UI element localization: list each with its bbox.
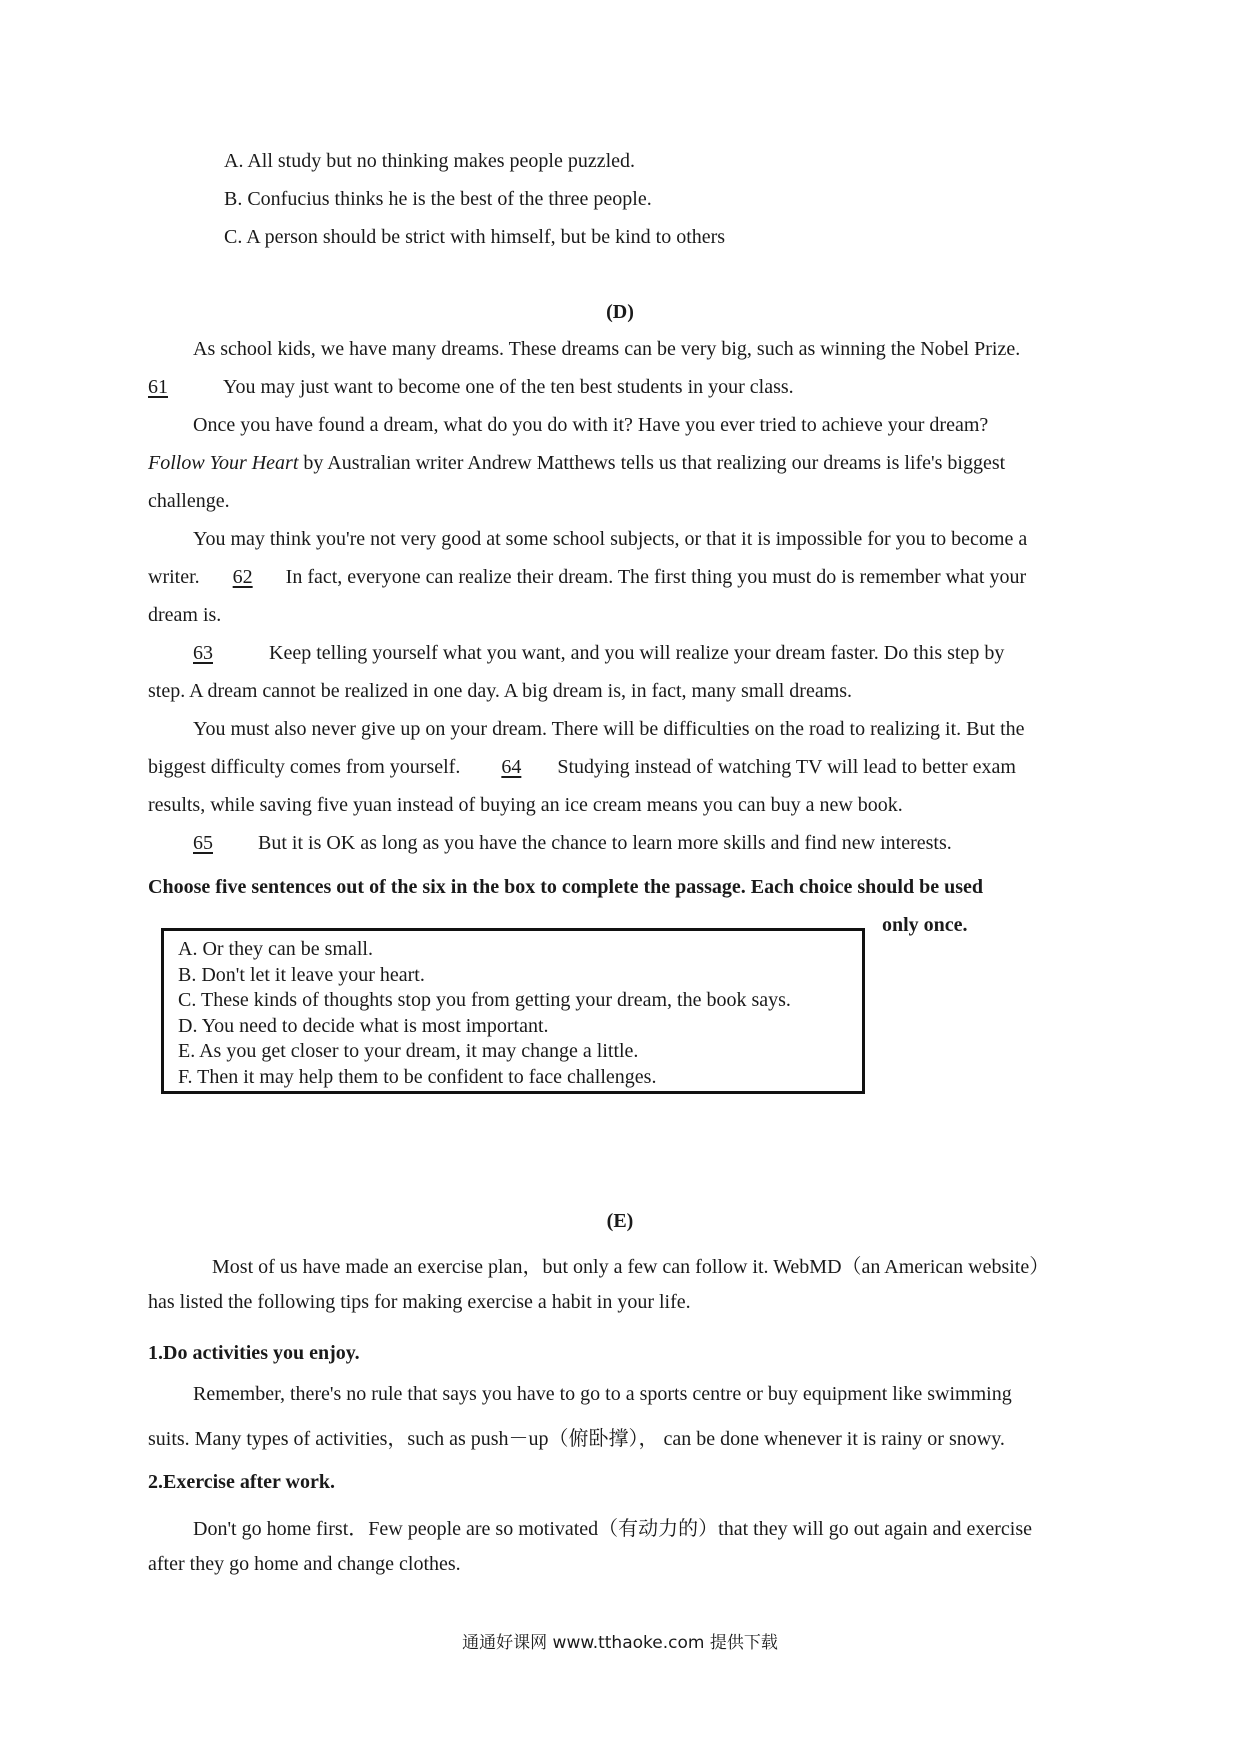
blank-63: 63: [193, 642, 213, 664]
d-paragraph-3-line-3: dream is.: [148, 604, 222, 626]
option-c: C. A person should be strict with himself, but be kind to others: [224, 226, 726, 248]
box-option-d: D. You need to decide what is most important.: [178, 1014, 549, 1037]
box-option-c: C. These kinds of thoughts stop you from getting your dream, the book says.: [178, 989, 791, 1011]
page-footer: 通通好课网 www.tthaoke.com 提供下载: [462, 1633, 778, 1653]
instruction-line-1: Choose five sentences out of the six in the box to complete the passage. Each choice should be used: [148, 876, 983, 898]
box-option-a: A. Or they can be small.: [178, 938, 373, 960]
e-intro-line-2: has listed the following tips for making exercise a habit in your life.: [148, 1291, 691, 1313]
d-p6-text: But it is OK as long as you have the chance to learn more skills and find new interests.: [258, 832, 952, 854]
d-p2-text: by Australian writer Andrew Matthews tells us that realizing our dreams is life's biggest: [298, 452, 1006, 474]
options-box: [161, 928, 865, 1094]
d-paragraph-5-line-2: [148, 756, 1016, 779]
d-p1-text: You may just want to become one of the ten best students in your class.: [223, 376, 794, 398]
d-paragraph-3-line-1: You may think you're not very good at some school subjects, or that it is impossible for you to become a: [193, 528, 1028, 550]
d-paragraph-5-line-3: results, while saving five yuan instead of buying an ice cream means you can buy a new book.: [148, 794, 903, 816]
d-paragraph-5-line-1: You must also never give up on your dream. There will be difficulties on the road to realizing it. But the: [193, 718, 1025, 740]
d-p5-text-b: Studying instead of watching TV will lead to better exam: [557, 756, 1016, 778]
d-paragraph-1-line-2: [148, 376, 794, 399]
box-option-e: E. As you get closer to your dream, it may change a little.: [178, 1040, 639, 1062]
d-paragraph-6-line-1: [193, 832, 952, 855]
tip-1-line-1: Remember, there's no rule that says you have to go to a sports centre or buy equipment like swimming: [193, 1383, 1012, 1405]
d-paragraph-1-line-1: As school kids, we have many dreams. These dreams can be very big, such as winning the Nobel Prize.: [193, 338, 1021, 360]
d-p3-text-b: In fact, everyone can realize their dream. The first thing you must do is remember what your: [285, 566, 1027, 588]
blank-61: 61: [148, 376, 168, 398]
d-p4-text: Keep telling yourself what you want, and you will realize your dream faster. Do this step by: [269, 642, 1005, 664]
d-paragraph-3-line-2: [148, 566, 1026, 589]
box-option-b: B. Don't let it leave your heart.: [178, 963, 425, 986]
option-b: B. Confucius thinks he is the best of the three people.: [224, 188, 652, 210]
blank-62: 62: [232, 566, 253, 588]
d-paragraph-4-line-2: step. A dream cannot be realized in one day. A big dream is, in fact, many small dreams.: [148, 680, 853, 702]
d-paragraph-2-line-2: [148, 452, 1005, 475]
blank-65: 65: [193, 832, 213, 854]
blank-64: 64: [501, 756, 522, 778]
d-p5-text-a: biggest difficulty comes from yourself.: [148, 756, 461, 778]
section-e-heading: (E): [606, 1210, 634, 1232]
tip-2-line-1: Don't go home first．Few people are so motivated（有动力的）that they will go out again and exercise: [193, 1518, 1032, 1540]
option-a: A. All study but no thinking makes people puzzled.: [224, 150, 636, 172]
section-d-heading: (D): [606, 301, 634, 323]
tip-1-line-2: suits. Many types of activities，such as push－up（俯卧撑）， can be done whenever it is rainy or snowy.: [148, 1428, 1005, 1450]
tip-2-line-2: after they go home and change clothes.: [148, 1553, 461, 1575]
d-paragraph-4-line-1: [193, 642, 1004, 665]
box-option-f: F. Then it may help them to be confident to face challenges.: [178, 1065, 657, 1088]
d-paragraph-2-line-1: Once you have found a dream, what do you do with it? Have you ever tried to achieve your dream?: [193, 414, 989, 436]
tip-1-title: 1.Do activities you enjoy.: [148, 1342, 360, 1364]
book-title: Follow Your Heart: [148, 452, 299, 474]
instruction-line-2: only once.: [882, 914, 968, 936]
d-paragraph-2-line-3: challenge.: [148, 490, 230, 512]
e-intro-line-1: Most of us have made an exercise plan，but only a few can follow it. WebMD（an American website）: [212, 1256, 1050, 1278]
tip-2-title: 2.Exercise after work.: [148, 1471, 335, 1493]
d-p3-text-a: writer.: [148, 566, 200, 588]
